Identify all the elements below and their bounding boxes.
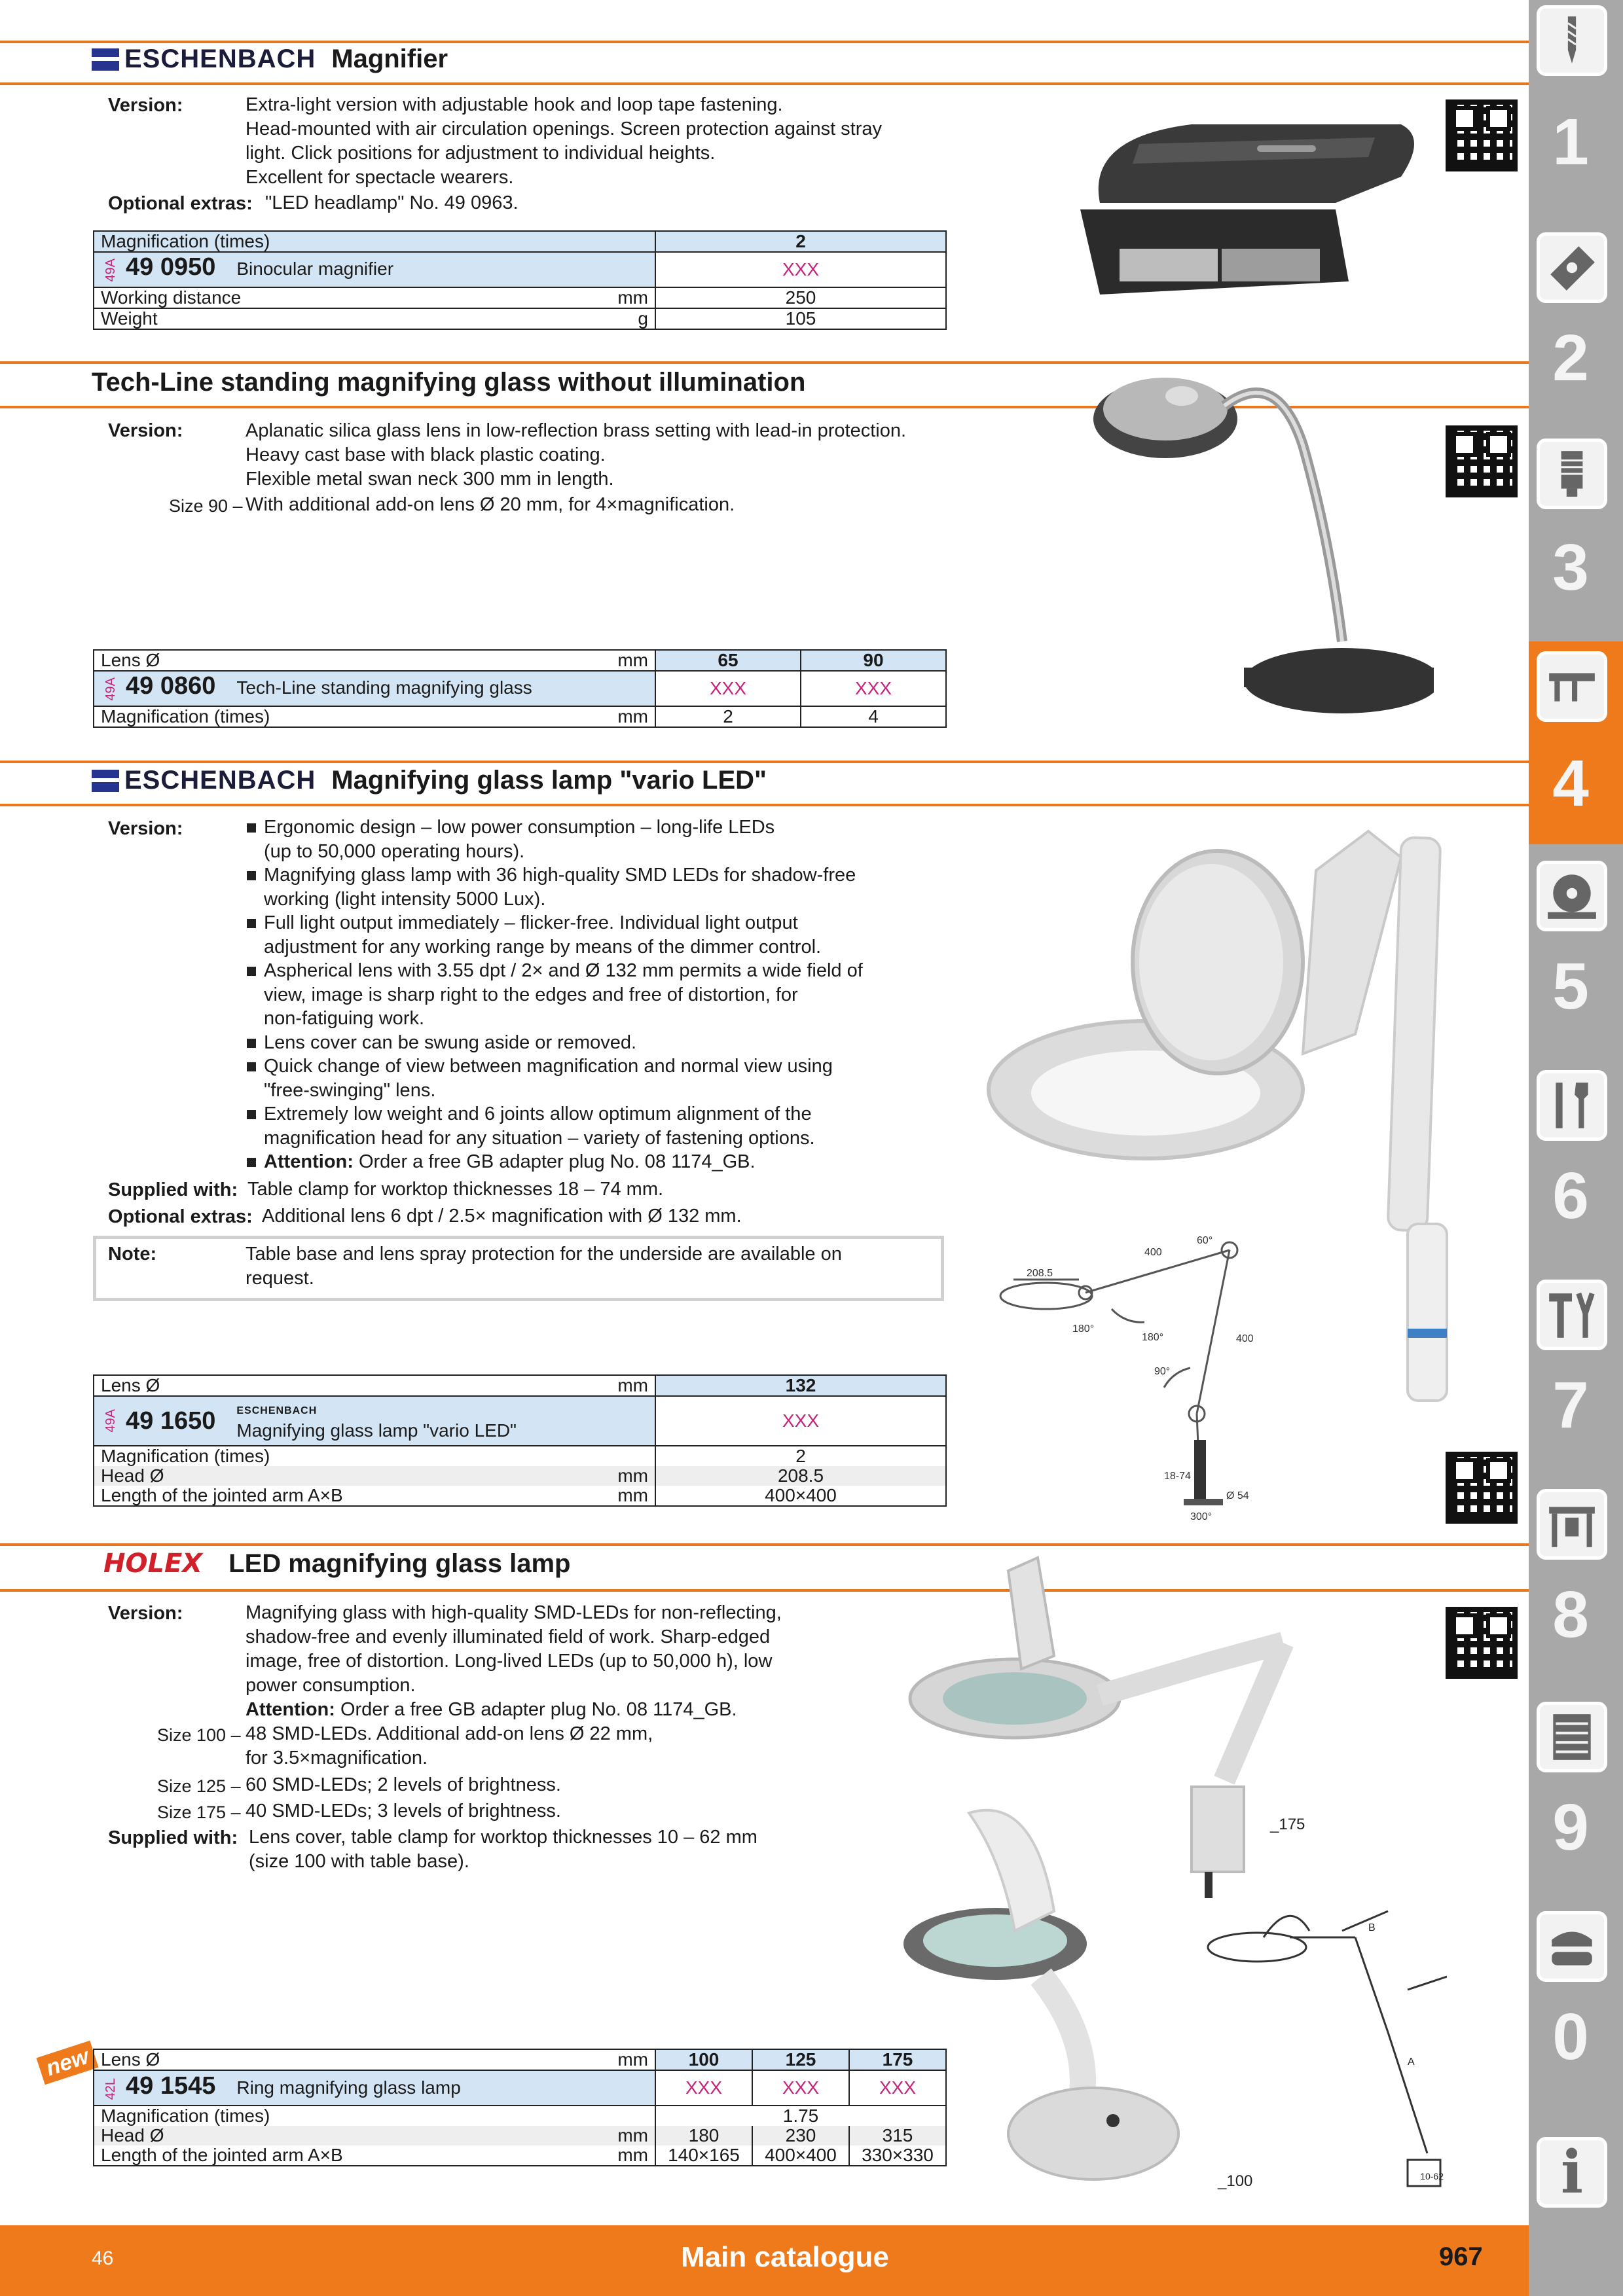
header-label-text: Lens Ø [101,1375,160,1395]
article-desc-block [236,1401,517,1441]
spec-value: 2 [655,1446,946,1466]
hand-tools-icon[interactable] [1537,1070,1607,1141]
attention-label: Attention: [264,1151,354,1172]
optional-text: Additional lens 6 dpt / 2.5× magnification with Ø 132 mm. [262,1206,742,1227]
feature-list [246,816,939,1174]
spec-value: 315 [849,2126,946,2145]
size-text: With additional add-on lens Ø 20 mm, for 4×magnification. [246,494,735,515]
price-cell: XXX [655,2070,752,2106]
article-number: 49 0860 [126,672,216,700]
qr-code[interactable] [1446,1607,1518,1679]
price-cell: XXX [655,252,946,287]
spec-value: 180 [655,2126,752,2145]
dimension-drawing [987,1217,1288,1525]
spec-label: Magnification (times) [101,706,270,726]
price-group-tag: 42L [103,2077,118,2100]
eschenbach-logo [92,45,316,74]
version-label: Version: [108,420,183,441]
chapter-number-5[interactable]: 5 [1552,950,1589,1023]
spec-unit: mm [617,1486,648,1505]
optional-label: Optional extras: [108,1206,253,1227]
spec-unit: mm [617,2145,648,2165]
header-label-text: Lens Ø [101,2049,160,2070]
feature-item: Magnifying glass lamp with 36 high-quality SMD LEDs for shadow-free working (light intensity 5000 Lux). [246,863,939,911]
optional-text: "LED headlamp" No. 49 0963. [265,192,519,213]
image-label-b: B [1368,1922,1376,1933]
info-icon[interactable] [1537,2137,1607,2208]
section-rule [0,761,1529,763]
chapter-number-0[interactable]: 0 [1552,2000,1589,2073]
section-rule [0,82,1529,85]
article-row[interactable] [94,1396,655,1446]
spec-label: Length of the jointed arm A×B [101,1486,343,1505]
spec-label: Head Ø [101,1466,164,1486]
dim-base: Ø 54 [1226,1490,1249,1501]
spec-unit: mm [617,287,648,308]
price-group-tag: 49A [103,677,118,701]
version-label: Version: [108,818,183,839]
dim-clamp: 18-74 [1164,1471,1191,1482]
price-cell: XXX [655,1396,946,1446]
spec-unit: g [638,308,648,329]
optional-label: Optional extras: [108,193,253,214]
section-title [103,1549,570,1579]
qr-code[interactable] [1446,1452,1518,1524]
article-number: 49 1650 [126,1407,216,1435]
spec-label: Working distance [101,287,242,308]
dim-angle: 60° [1197,1235,1213,1246]
eschenbach-logo-mark [92,48,119,71]
product-table-491545 [93,2049,947,2166]
feature-item: Full light output immediately – flicker-free. Individual light output adjustment for any working range by means of the dimmer control. [246,911,939,959]
spec-row [94,287,655,308]
spec-unit: mm [617,706,648,726]
feature-item: Aspherical lens with 3.55 dpt / 2× and Ø 132 mm permits a wide field of view, image is sharp right to the edges and free of distortion, for non-fatiguing work. [246,959,939,1031]
page-number-left: 46 [92,2248,114,2269]
table-header-value: 90 [801,650,946,671]
spec-unit: mm [617,1466,648,1486]
insert-icon[interactable] [1537,232,1607,303]
image-label-a: A [1408,2056,1415,2068]
product-table-491650 [93,1374,947,1507]
price-cell: XXX [752,2070,849,2106]
dim-angle: 90° [1154,1366,1171,1377]
spec-value: 400×400 [752,2145,849,2166]
size-label: Size 90 – [169,496,243,516]
info-label: i [1560,2138,1584,2207]
attention-text: Order a free GB adapter plug No. 08 1174_GB. [340,1699,737,1720]
section-title-text: Magnifying glass lamp "vario LED" [331,766,767,795]
attention-label: Attention: [246,1699,335,1720]
attention-text: Order a free GB adapter plug No. 08 1174_GB. [358,1151,756,1172]
price-group-tag: 49A [103,259,118,282]
article-row[interactable] [94,2070,655,2106]
chapter-number-1[interactable]: 1 [1552,105,1589,179]
spec-label: Magnification (times) [101,1446,270,1466]
spec-unit: mm [617,2126,648,2145]
price-cell: XXX [849,2070,946,2106]
image-label-100: _100 [1218,2172,1253,2190]
spec-value: 105 [655,308,946,329]
version-label: Version: [108,95,183,116]
dim-head-diameter: 208.5 [1027,1268,1053,1279]
image-label-175: _175 [1270,1816,1305,1833]
table-header-value: 100 [655,2049,752,2070]
supplied-text: Lens cover, table clamp for worktop thicknesses 10 – 62 mm (size 100 with table base). [249,1827,757,1872]
chapter-number-7[interactable]: 7 [1552,1369,1589,1442]
spec-row [94,2126,655,2145]
dim-angle: 180° [1072,1323,1095,1335]
spec-row [94,706,655,727]
table-header-value: 175 [849,2049,946,2070]
version-text: Magnifying glass with high-quality SMD-LEDs for non-reflecting, shadow-free and evenly illuminated field of work. Sharp-edged image, free of distortion. Long-lived LEDs (up to 50,000 h), low power consumption. [246,1602,782,1696]
headband-magnifier-image [1061,98,1427,314]
chapter-number-9[interactable]: 9 [1552,1791,1589,1864]
note-label: Note: [108,1244,157,1265]
spec-row [94,308,655,329]
spec-value: 230 [752,2126,849,2145]
table-header-value: 132 [655,1375,946,1396]
size-label: Size 175 – [157,1803,241,1822]
product-table-490860 [93,649,947,728]
size-label: Size 100 – [157,1725,241,1745]
qr-code[interactable] [1446,425,1518,497]
pliers-hammer-icon[interactable] [1537,1280,1607,1350]
dim-arm-a: 400 [1144,1247,1162,1258]
table-header-label: Magnification (times) [94,231,655,252]
price-group-tag: 49A [103,1409,118,1433]
spec-row [94,1446,655,1466]
article-description: Tech-Line standing magnifying glass [236,677,532,698]
threading-icon[interactable] [1537,439,1607,509]
dim-arm-b: 400 [1236,1333,1254,1344]
qr-code[interactable] [1446,99,1518,171]
standing-magnifier-image [1067,367,1434,720]
eschenbach-logo [92,766,316,795]
note-text: Table base and lens spray protection for the underside are available on request. [246,1244,842,1289]
header-unit: mm [617,2049,648,2070]
table-header-label [94,650,655,671]
feature-item: Extremely low weight and 6 joints allow optimum alignment of the magnification head for any situation – variety of fastening options. [246,1102,939,1150]
spec-row [94,2145,655,2166]
size-text: 40 SMD-LEDs; 3 levels of brightness. [246,1801,561,1821]
table-header-label [94,2049,655,2070]
version-label: Version: [108,1603,183,1624]
feature-item: Lens cover can be swung aside or removed. [246,1031,939,1055]
brand-name: ESCHENBACH [124,45,316,73]
measuring-tool-icon[interactable] [1537,651,1607,722]
feature-item: Quick change of view between magnification and normal view using "free-swinging" lens. [246,1054,939,1102]
section-title-text: Magnifier [331,45,448,73]
brand-small: ESCHENBACH [236,1405,318,1416]
footer-title: Main catalogue [681,2241,889,2273]
section-rule [0,41,1529,43]
chapter-number-8[interactable]: 8 [1552,1578,1589,1651]
supplied-text: Table clamp for worktop thicknesses 18 – 74 mm. [247,1179,664,1200]
spec-label: Magnification (times) [101,2106,270,2126]
spec-value: 400×400 [655,1486,946,1506]
holex-logo: HOLEX [103,1549,203,1579]
article-description: Binocular magnifier [236,259,394,279]
brand-name: ESCHENBACH [124,766,316,795]
size-text: 60 SMD-LEDs; 2 levels of brightness. [246,1774,561,1795]
chapter-number-3[interactable]: 3 [1552,531,1589,604]
article-description: Ring magnifying glass lamp [236,2077,461,2098]
product-table-490950 [93,230,947,330]
price-cell: XXX [655,671,801,706]
supplied-label: Supplied with: [108,1827,238,1848]
spec-value: 140×165 [655,2145,752,2166]
new-badge: new [36,2041,98,2085]
section-title [92,45,448,74]
section-rule [0,804,1529,806]
article-description: Magnifying glass lamp "vario LED" [236,1420,517,1441]
spec-value: 1.75 [655,2106,946,2126]
chapter-number-2[interactable]: 2 [1552,321,1589,395]
table-header-value: 65 [655,650,801,671]
page-number-right: 967 [1439,2242,1483,2271]
article-row[interactable] [94,671,655,706]
table-header-label [94,1375,655,1396]
header-unit: mm [617,1375,648,1395]
drill-bit-icon[interactable] [1537,5,1607,76]
spec-row [94,1466,655,1486]
size-label: Size 125 – [157,1776,241,1796]
spec-row [94,1486,655,1506]
spec-value: 330×330 [849,2145,946,2166]
article-number: 49 0950 [126,253,216,281]
supplied-label: Supplied with: [108,1179,238,1200]
chapter-number-4[interactable]: 4 [1552,747,1589,820]
spec-value: 4 [801,706,946,727]
header-label-text: Lens Ø [101,650,160,670]
section-title [92,766,767,795]
article-number: 49 1545 [126,2072,216,2100]
table-header-value: 125 [752,2049,849,2070]
image-label-clamp: 10-62 [1420,2171,1444,2181]
section-title-text: LED magnifying glass lamp [228,1549,571,1578]
tool-cabinet-icon[interactable] [1537,1702,1607,1772]
attention-line [246,1698,737,1722]
price-cell: XXX [801,671,946,706]
led-lamp-images [884,1545,1447,2232]
spec-label: Length of the jointed arm A×B [101,2145,343,2165]
dim-angle: 180° [1142,1332,1164,1343]
workbench-icon[interactable] [1537,1489,1607,1560]
spec-value: 2 [655,706,801,727]
section-rule [0,361,1529,364]
eschenbach-logo-mark [92,770,119,792]
section-title [92,368,805,397]
size-text: 48 SMD-LEDs. Additional add-on lens Ø 22 mm, for 3.5×magnification. [246,1723,653,1768]
spec-value: 250 [655,287,946,308]
feature-item-attention [246,1150,939,1174]
grinding-disc-icon[interactable] [1537,861,1607,931]
article-row[interactable] [94,252,655,287]
feature-item: Ergonomic design – low power consumption – long-life LEDs (up to 50,000 operating hours). [246,816,939,863]
chapter-number-6[interactable]: 6 [1552,1159,1589,1232]
spec-value: 208.5 [655,1466,946,1486]
dim-rotation: 300° [1190,1511,1213,1522]
spec-row [94,2106,655,2126]
header-unit: mm [617,650,648,670]
version-text: Extra-light version with adjustable hook and loop tape fastening. Head-mounted with air circulation openings. Screen protection against stray light. Click positions for adjustment to individual heights. Excellent for spectacle wearers. [246,94,883,188]
spec-label: Head Ø [101,2126,164,2145]
section-title-text: Tech-Line standing magnifying glass without illumination [92,368,806,397]
safety-icon[interactable] [1537,1911,1607,1982]
spec-label: Weight [101,308,158,329]
version-text: Aplanatic silica glass lens in low-reflection brass setting with lead-in protection. Heavy cast base with black plastic coating. Flexible metal swan neck 300 mm in length. [246,420,907,490]
table-header-value: 2 [655,231,946,252]
